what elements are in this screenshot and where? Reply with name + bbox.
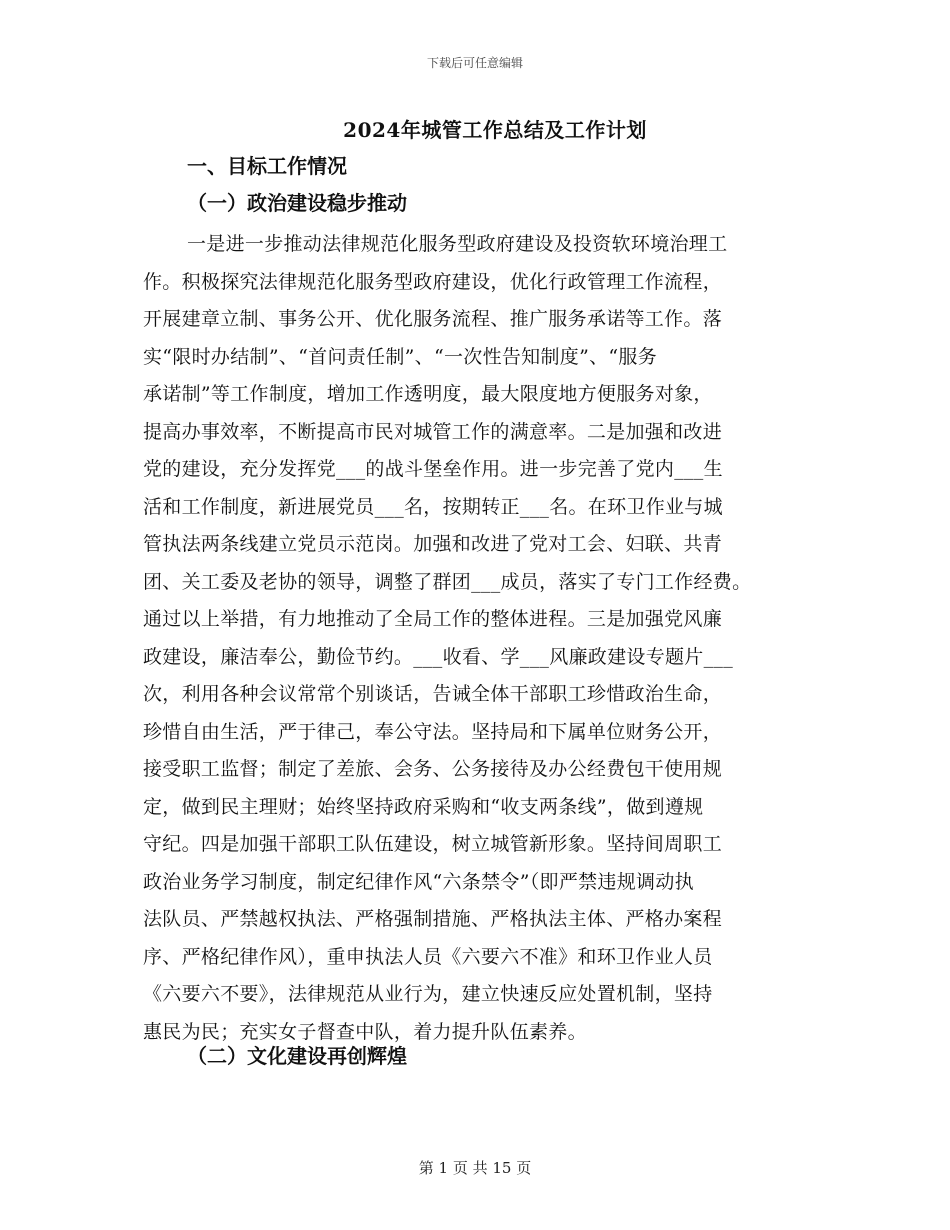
paragraph-line: 团、关工委及老协的领导，调整了群团___成员，落实了专门工作经费。 bbox=[143, 570, 752, 593]
paragraph-line: 通过以上举措，有力地推动了全局工作的整体进程。三是加强党风廉 bbox=[143, 608, 723, 630]
paragraph-line: 序、严格纪律作风），重申执法人员《六要六不准》和环卫作业人员 bbox=[143, 945, 713, 968]
paragraph-line: 开展建章立制、事务公开、优化服务流程、推广服务承诺等工作。落 bbox=[143, 308, 723, 330]
paragraph-line: 政治业务学习制度，制定纪律作风“六条禁令”（即严禁违规调动执 bbox=[143, 870, 694, 893]
document-title: 2024年城管工作总结及工作计划 bbox=[343, 118, 647, 142]
subsection-heading: （一）政治建设稳步推动 bbox=[187, 191, 407, 215]
paragraph-line: 提高办事效率，不断提高市民对城管工作的满意率。二是加强和改进 bbox=[143, 420, 723, 443]
paragraph-line: 次，利用各种会议常常个别谈话，告诫全体干部职工珍惜政治生命， bbox=[143, 683, 723, 705]
paragraph-line: 守纪。四是加强干部职工队伍建设，树立城管新形象。坚持间周职工 bbox=[143, 833, 723, 855]
paragraph-line: 接受职工监督；制定了差旅、会务、公务接待及办公经费包干使用规 bbox=[143, 758, 723, 780]
paragraph-line: 政建设，廉洁奉公，勤俭节约。___收看、学___风廉政建设专题片___ bbox=[143, 645, 734, 668]
paragraph-line: 承诺制”等工作制度，增加工作透明度，最大限度地方便服务对象， bbox=[143, 383, 713, 405]
page-number-footer: 第 1 页 共 15 页 bbox=[418, 1159, 532, 1177]
paragraph-line: 一是进一步推动法律规范化服务型政府建设及投资软环境治理工 bbox=[187, 233, 728, 255]
paragraph-line: 法队员、严禁越权执法、严格强制措施、严格执法主体、严格办案程 bbox=[143, 908, 723, 930]
paragraph-line: 党的建设，充分发挥党___的战斗堡垒作用。进一步完善了党内___生 bbox=[143, 458, 723, 480]
paragraph-line: 《六要六不要》，法律规范从业行为，建立快速反应处置机制，坚持 bbox=[143, 983, 713, 1005]
header-note: 下载后可任意编辑 bbox=[426, 56, 523, 70]
paragraph-line: 惠民为民；充实女子督查中队，着力提升队伍素养。 bbox=[143, 1020, 587, 1043]
paragraph-line: 活和工作制度，新进展党员___名，按期转正___名。在环卫作业与城 bbox=[143, 495, 723, 518]
subsection-heading: （二）文化建设再创辉煌 bbox=[187, 1044, 407, 1068]
paragraph-line: 珍惜自由生活，严于律己，奉公守法。坚持局和下属单位财务公开， bbox=[143, 720, 723, 743]
paragraph-line: 作。积极探究法律规范化服务型政府建设，优化行政管理工作流程， bbox=[143, 270, 723, 293]
paragraph-line: 管执法两条线建立党员示范岗。加强和改进了党对工会、妇联、共青 bbox=[143, 533, 723, 555]
paragraph-line: 实“限时办结制”、“首问责任制”、“一次性告知制度”、“服务 bbox=[143, 345, 657, 368]
paragraph-line: 定，做到民主理财；始终坚持政府采购和“收支两条线”，做到遵规 bbox=[143, 795, 704, 818]
body-paragraph bbox=[143, 226, 803, 1051]
section-heading: 一、目标工作情况 bbox=[187, 154, 347, 178]
